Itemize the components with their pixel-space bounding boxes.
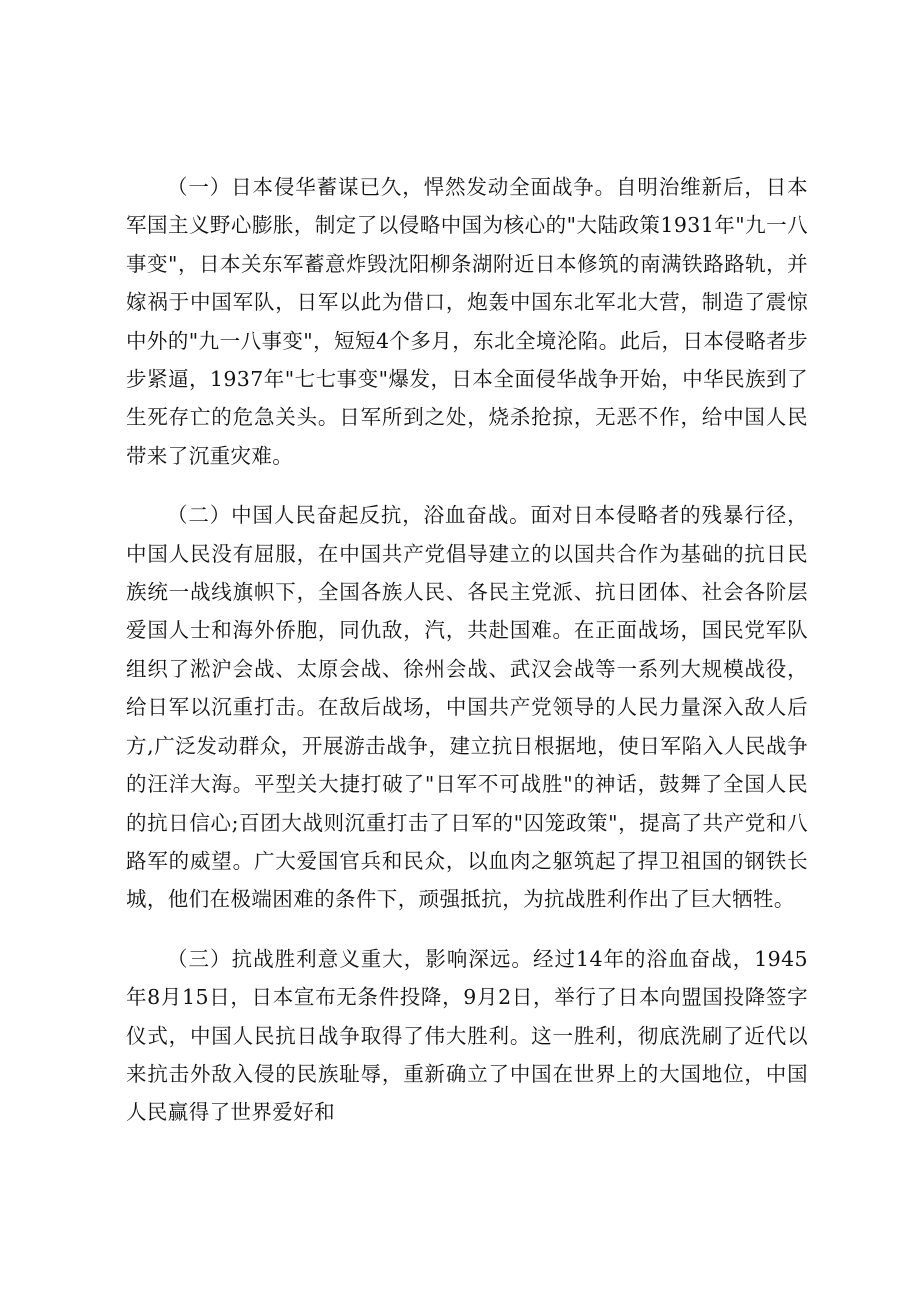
paragraph-japanese-invasion: （一）日本侵华蓄谋已久，悍然发动全面战争。自明治维新后，日本军国主义野心膨胀，制定了以侵略中国为核心的"大陆政策1931年"九一八事变"，日本关东军蓄意炸毁沈阳柳条湖附近日本修筑的南满铁路路轨，并嫁祸于中国军队，日军以此为借口，炮轰中国东北军北大营，制造了震惊中外的"九一八事变"，短短4个多月，东北全境沦陷。此后，日本侵略者步步紧逼，1937年"七七事变"爆发，日本全面侵华战争开始，中华民族到了生死存亡的危急关头。日军所到之处，烧杀抢掠，无恶不作，给中国人民带来了沉重灾难。 [126,175,808,468]
paragraph-victory-significance: （三）抗战胜利意义重大，影响深远。经过14年的浴血奋战，1945年8月15日，日本宣布无条件投降，9月2日，举行了日本向盟国投降签字仪式，中国人民抗日战争取得了伟大胜利。这一胜利，彻底洗刷了近代以来抗击外敌入侵的民族耻辱，重新确立了中国在世界上的大国地位，中国人民赢得了世界爱好和 [126,946,808,1125]
paragraph-chinese-resistance: （二）中国人民奋起反抗，浴血奋战。面对日本侵略者的残暴行径，中国人民没有屈服，在中国共产党倡导建立的以国共合作为基础的抗日民族统一战线旗帜下，全国各族人民、各民主党派、抗日团体、社会各阶层爱国人士和海外侨胞，同仇敌，汽，共赴国难。在正面战场，国民党军队组织了淞沪会战、太原会战、徐州会战、武汉会战等一系列大规模战役，给日军以沉重打击。在敌后战场，中国共产党领导的人民力量深入敌人后方,广泛发动群众，开展游击战争，建立抗日根据地，使日军陷入人民战争的汪洋大海。平型关大捷打破了"日军不可战胜"的神话，鼓舞了全国人民的抗日信心;百团大战则沉重打击了日军的"囚笼政策"，提高了共产党和八路军的威望。广大爱国官兵和民众，以血肉之躯筑起了捍卫祖国的钢铁长城，他们在极端困难的条件下，顽强抵抗，为抗战胜利作出了巨大牺牲。 [126,503,808,912]
document-body [126,168,808,1153]
